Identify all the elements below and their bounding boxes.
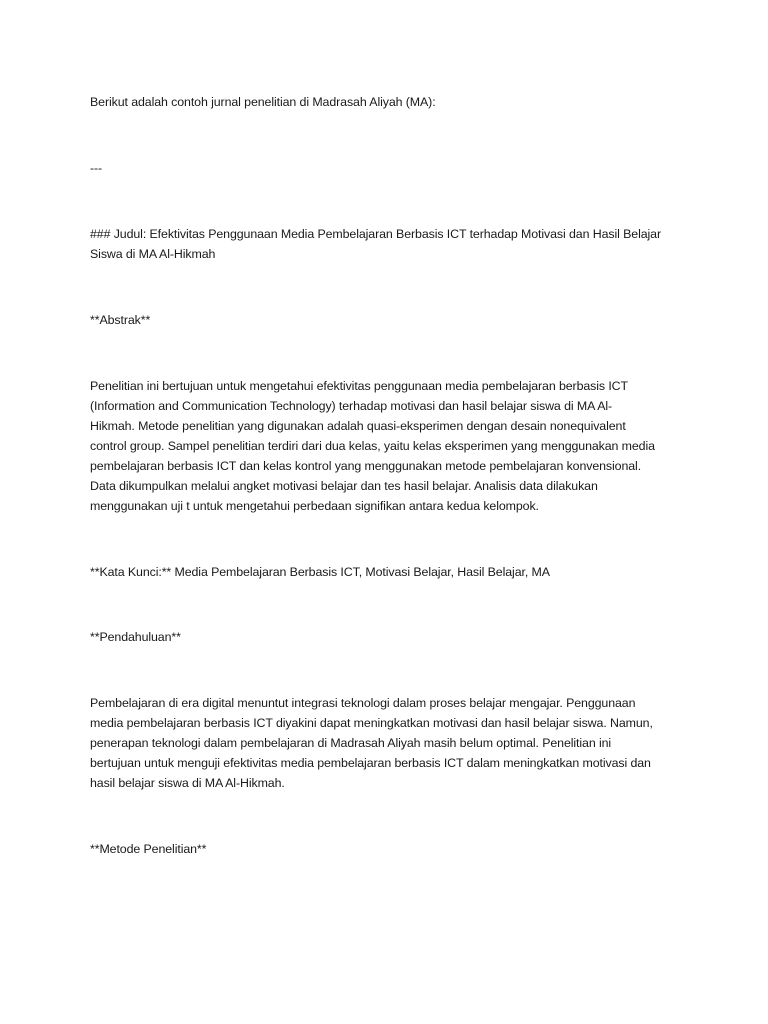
intro-line: Berikut adalah contoh jurnal penelitian di Madrasah Aliyah (MA): [90,95,436,109]
introduction-heading: **Pendahuluan** [90,630,181,644]
abstract-heading: **Abstrak** [90,313,151,327]
separator-line: --- [90,161,103,175]
keywords-line: **Kata Kunci:** Media Pembelajaran Berbasis ICT, Motivasi Belajar, Hasil Belajar, MA [90,565,550,579]
abstract-paragraph: Penelitian ini bertujuan untuk mengetahui efektivitas penggunaan media pembelajaran berbasis ICT (Information and Communication Technology) terhadap motivasi dan hasil belajar siswa di MA Al- Hikmah. Metode penelitian yang digunakan adalah quasi-eksperimen dengan desain nonequivalent control group. Sampel penelitian terdiri dari dua kelas, yaitu kelas eksperimen yang menggunakan media pembelajaran berbasis ICT dan kelas kontrol yang menggunakan metode pembelajaran konvensional. Data dikumpulkan melalui angket motivasi belajar dan tes hasil belajar. Analisis data dilakukan menggunakan uji t untuk mengetahui perbedaan signifikan antara kedua kelompok. [90,379,655,513]
method-heading: **Metode Penelitian** [90,842,207,856]
article-title: ### Judul: Efektivitas Penggunaan Media Pembelajaran Berbasis ICT terhadap Motivasi dan Hasil Belajar Siswa di MA Al-Hikmah [90,227,661,261]
introduction-paragraph: Pembelajaran di era digital menuntut integrasi teknologi dalam proses belajar mengajar. Penggunaan media pembelajaran berbasis ICT diyakini dapat meningkatkan motivasi dan hasil belajar siswa. Namun, penerapan teknologi dalam pembelajaran di Madrasah Aliyah masih belum optimal. Penelitian ini bertujuan untuk menguji efektivitas media pembelajaran berbasis ICT dalam meningkatkan motivasi dan hasil belajar siswa di MA Al-Hikmah. [90,696,653,790]
